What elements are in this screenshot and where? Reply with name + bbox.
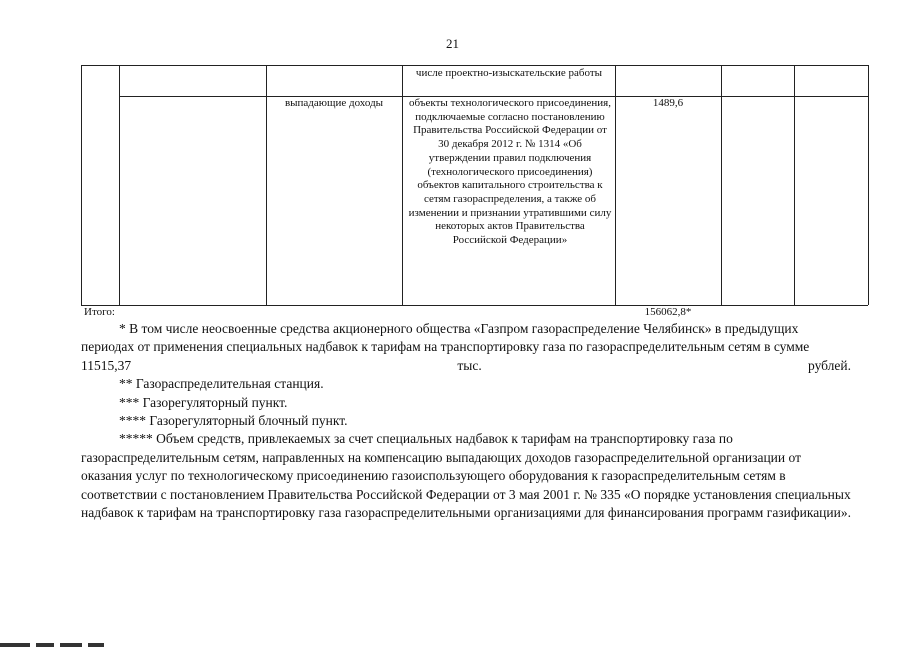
category-cell: выпадающие доходы (284, 97, 384, 109)
footnote-4: **** Газорегуляторный блочный пункт. (119, 413, 348, 429)
total-amount: 156062,8* (644, 306, 692, 318)
footnote-2: ** Газораспределительная станция. (119, 376, 324, 392)
footnotes (81, 320, 851, 522)
col-border (119, 65, 120, 305)
footnote-1: * В том числе неосвоенные средства акционерного общества «Газпром газораспределение Челябинск» в предыдущих периодах от применения специальных надбавок к тарифам на транспортировку газа по газораспределительным сетям в сумме 11515,37 тыс. рублей. (81, 321, 851, 373)
amount-cell: 1489,6 (652, 97, 684, 109)
footnote-3: *** Газорегуляторный пункт. (119, 394, 288, 410)
top-row-object-cell: числе проектно-изыскательские работы (415, 67, 603, 79)
total-row-top-border (81, 305, 868, 306)
object-cell: объекты технологического присоединения, подключаемые согласно постановлению Правительства Российской Федерации от 30 декабря 2012 г. № 1314 «Об утверждении правил подключения (технологического присоединения) объектов капитального строительства к сетям газораспределения, а также об изменении и признании утратившими силу некоторых актов Правительства Российской Федерации» (408, 97, 612, 247)
col-border (721, 65, 722, 305)
col-border (868, 65, 869, 305)
col-border (402, 65, 403, 305)
data-table (81, 65, 868, 318)
total-label: Итого: (84, 306, 115, 318)
footnote-5: ***** Объем средств, привлекаемых за счет специальных надбавок к тарифам на транспортировку газа по газораспределительным сетям, направленных на компенсацию выпадающих доходов газораспределительной организации от оказания услуг по технологическому присоединению газоиспользующего оборудования к газораспределительным сетям в соответствии с постановлением Правительства Российской Федерации от 3 мая 2001 г. № 335 «О порядке установления специальных надбавок к тарифам на транспортировку газа газораспределительными организациями для финансирования программ газификации». (81, 431, 851, 521)
col-border (794, 65, 795, 305)
col-border (81, 65, 82, 305)
page-number: 21 (446, 36, 459, 51)
scan-edge-mark (0, 634, 115, 640)
table-top-border (81, 65, 868, 66)
